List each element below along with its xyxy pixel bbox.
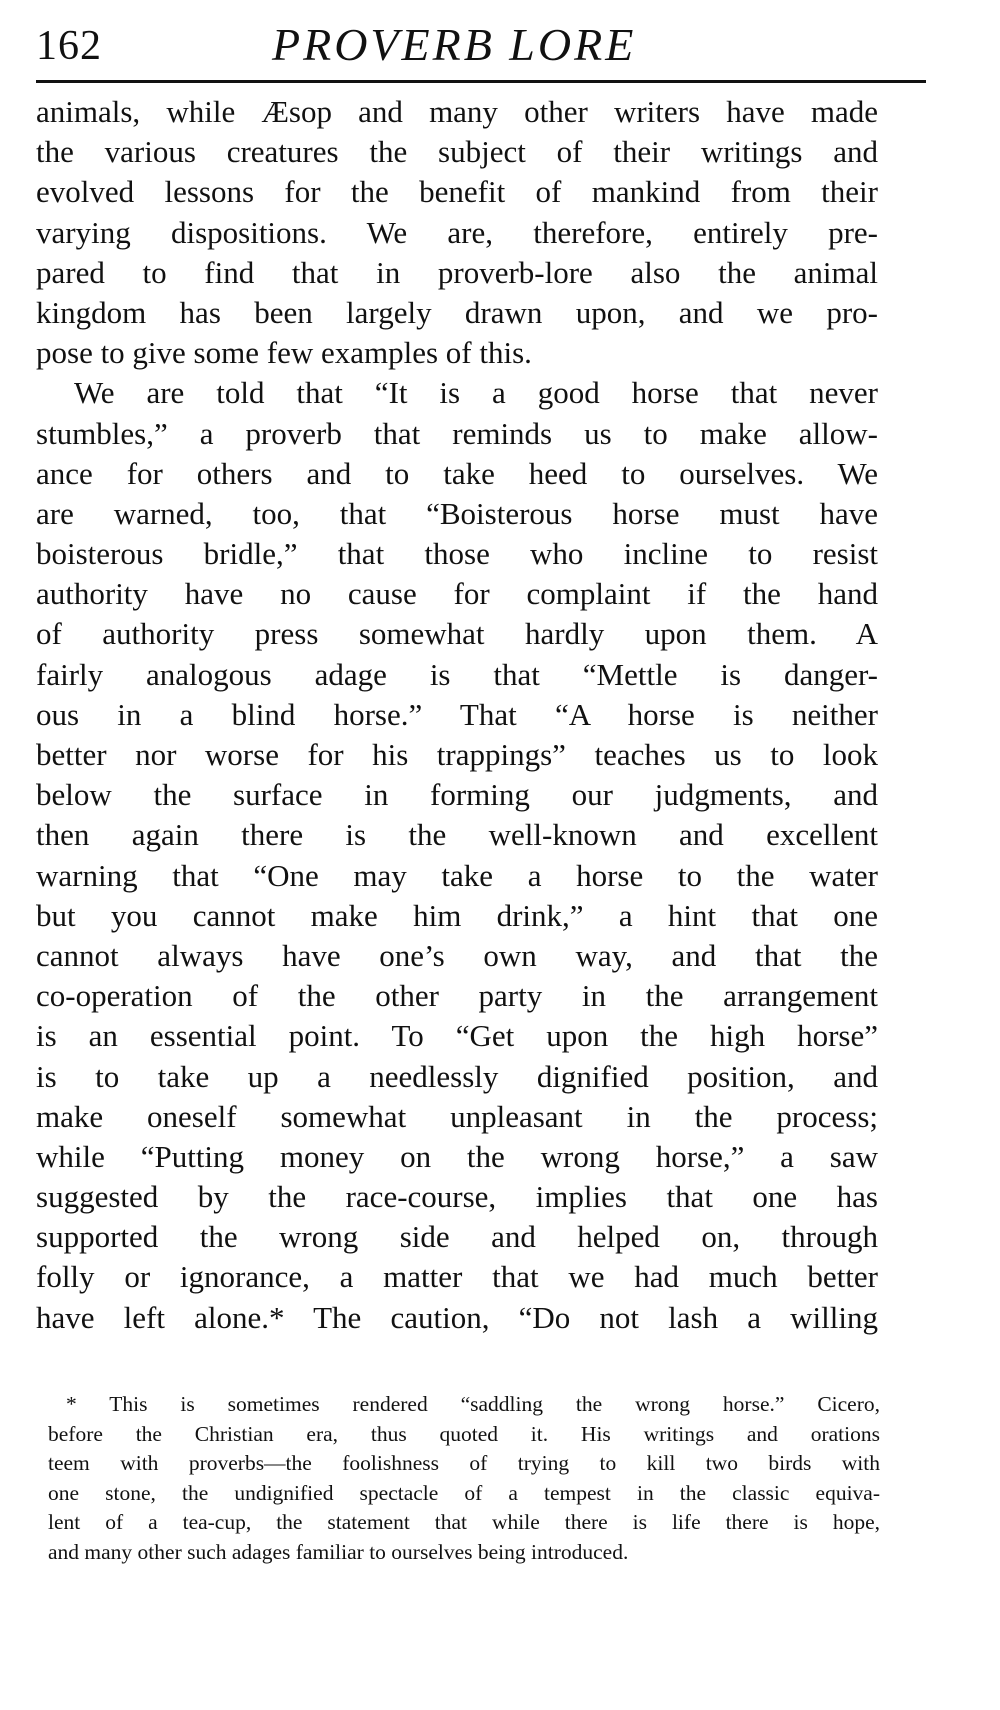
footnote-line: * This is sometimes rendered “saddling the wrong horse.” Cicero, [66,1392,880,1416]
footnote-line: teem with proverbs—the foolishness of trying to kill two birds with [48,1451,880,1476]
body-line: suggested by the race-course, implies that one has [36,1179,878,1215]
body-line: below the surface in forming our judgments, and [36,777,878,813]
body-line: fairly analogous adage is that “Mettle is danger- [36,656,878,692]
footnote [48,1390,880,1568]
body-line: boisterous bridle,” that those who incline to resist [36,536,878,572]
body-line: supported the wrong side and helped on, through [36,1219,878,1255]
body-line: ous in a blind horse.” That “A horse is neither [36,696,878,732]
body-line: animals, while Æsop and many other writers have made [36,94,878,129]
body-line: stumbles,” a proverb that reminds us to make allow- [36,415,878,451]
body-line: varying dispositions. We are, therefore, entirely pre- [36,214,878,250]
body-line: but you cannot make him drink,” a hint that one [36,897,878,933]
body-line: of authority press somewhat hardly upon them. A [36,616,878,652]
body-line: is to take up a needlessly dignified position, and [36,1058,878,1094]
body-line: authority have no cause for complaint if the hand [36,576,878,612]
body-text [36,92,878,1338]
body-line: evolved lessons for the benefit of mankind from their [36,174,878,210]
body-line: are warned, too, that “Boisterous horse must have [36,495,878,531]
body-line: We are told that “It is a good horse that never [74,375,878,411]
body-line: ance for others and to take heed to ourselves. We [36,455,878,491]
body-line: co-operation of the other party in the arrangement [36,978,878,1014]
body-line: make oneself somewhat unpleasant in the process; [36,1098,878,1134]
footnote-line: before the Christian era, thus quoted it. His writings and orations [48,1421,880,1446]
body-line: pose to give some few examples of this. [36,335,532,371]
body-line: the various creatures the subject of their writings and [36,134,878,170]
body-line: warning that “One may take a horse to the water [36,857,878,893]
body-line: cannot always have one’s own way, and that the [36,937,878,973]
footnote-line: and many other such adages familiar to ourselves being introduced. [48,1539,629,1564]
body-line: pared to find that in proverb-lore also the animal [36,254,878,290]
running-title: PROVERB LORE [272,19,637,70]
footnote-line: one stone, the undignified spectacle of a tempest in the classic equiva- [48,1480,880,1505]
body-line: is an essential point. To “Get upon the high horse” [36,1018,878,1054]
body-line: while “Putting money on the wrong horse,” a saw [36,1138,878,1174]
body-line: have left alone.* The caution, “Do not lash a willing [36,1299,878,1335]
footnote-line: lent of a tea-cup, the statement that while there is life there is hope, [48,1510,880,1535]
page-header [36,8,926,83]
body-line: better nor worse for his trappings” teaches us to look [36,737,878,772]
page-number: 162 [36,23,102,69]
body-line: folly or ignorance, a matter that we had much better [36,1259,878,1295]
body-line: kingdom has been largely drawn upon, and we pro- [36,294,878,330]
body-line: then again there is the well-known and excellent [36,817,878,853]
